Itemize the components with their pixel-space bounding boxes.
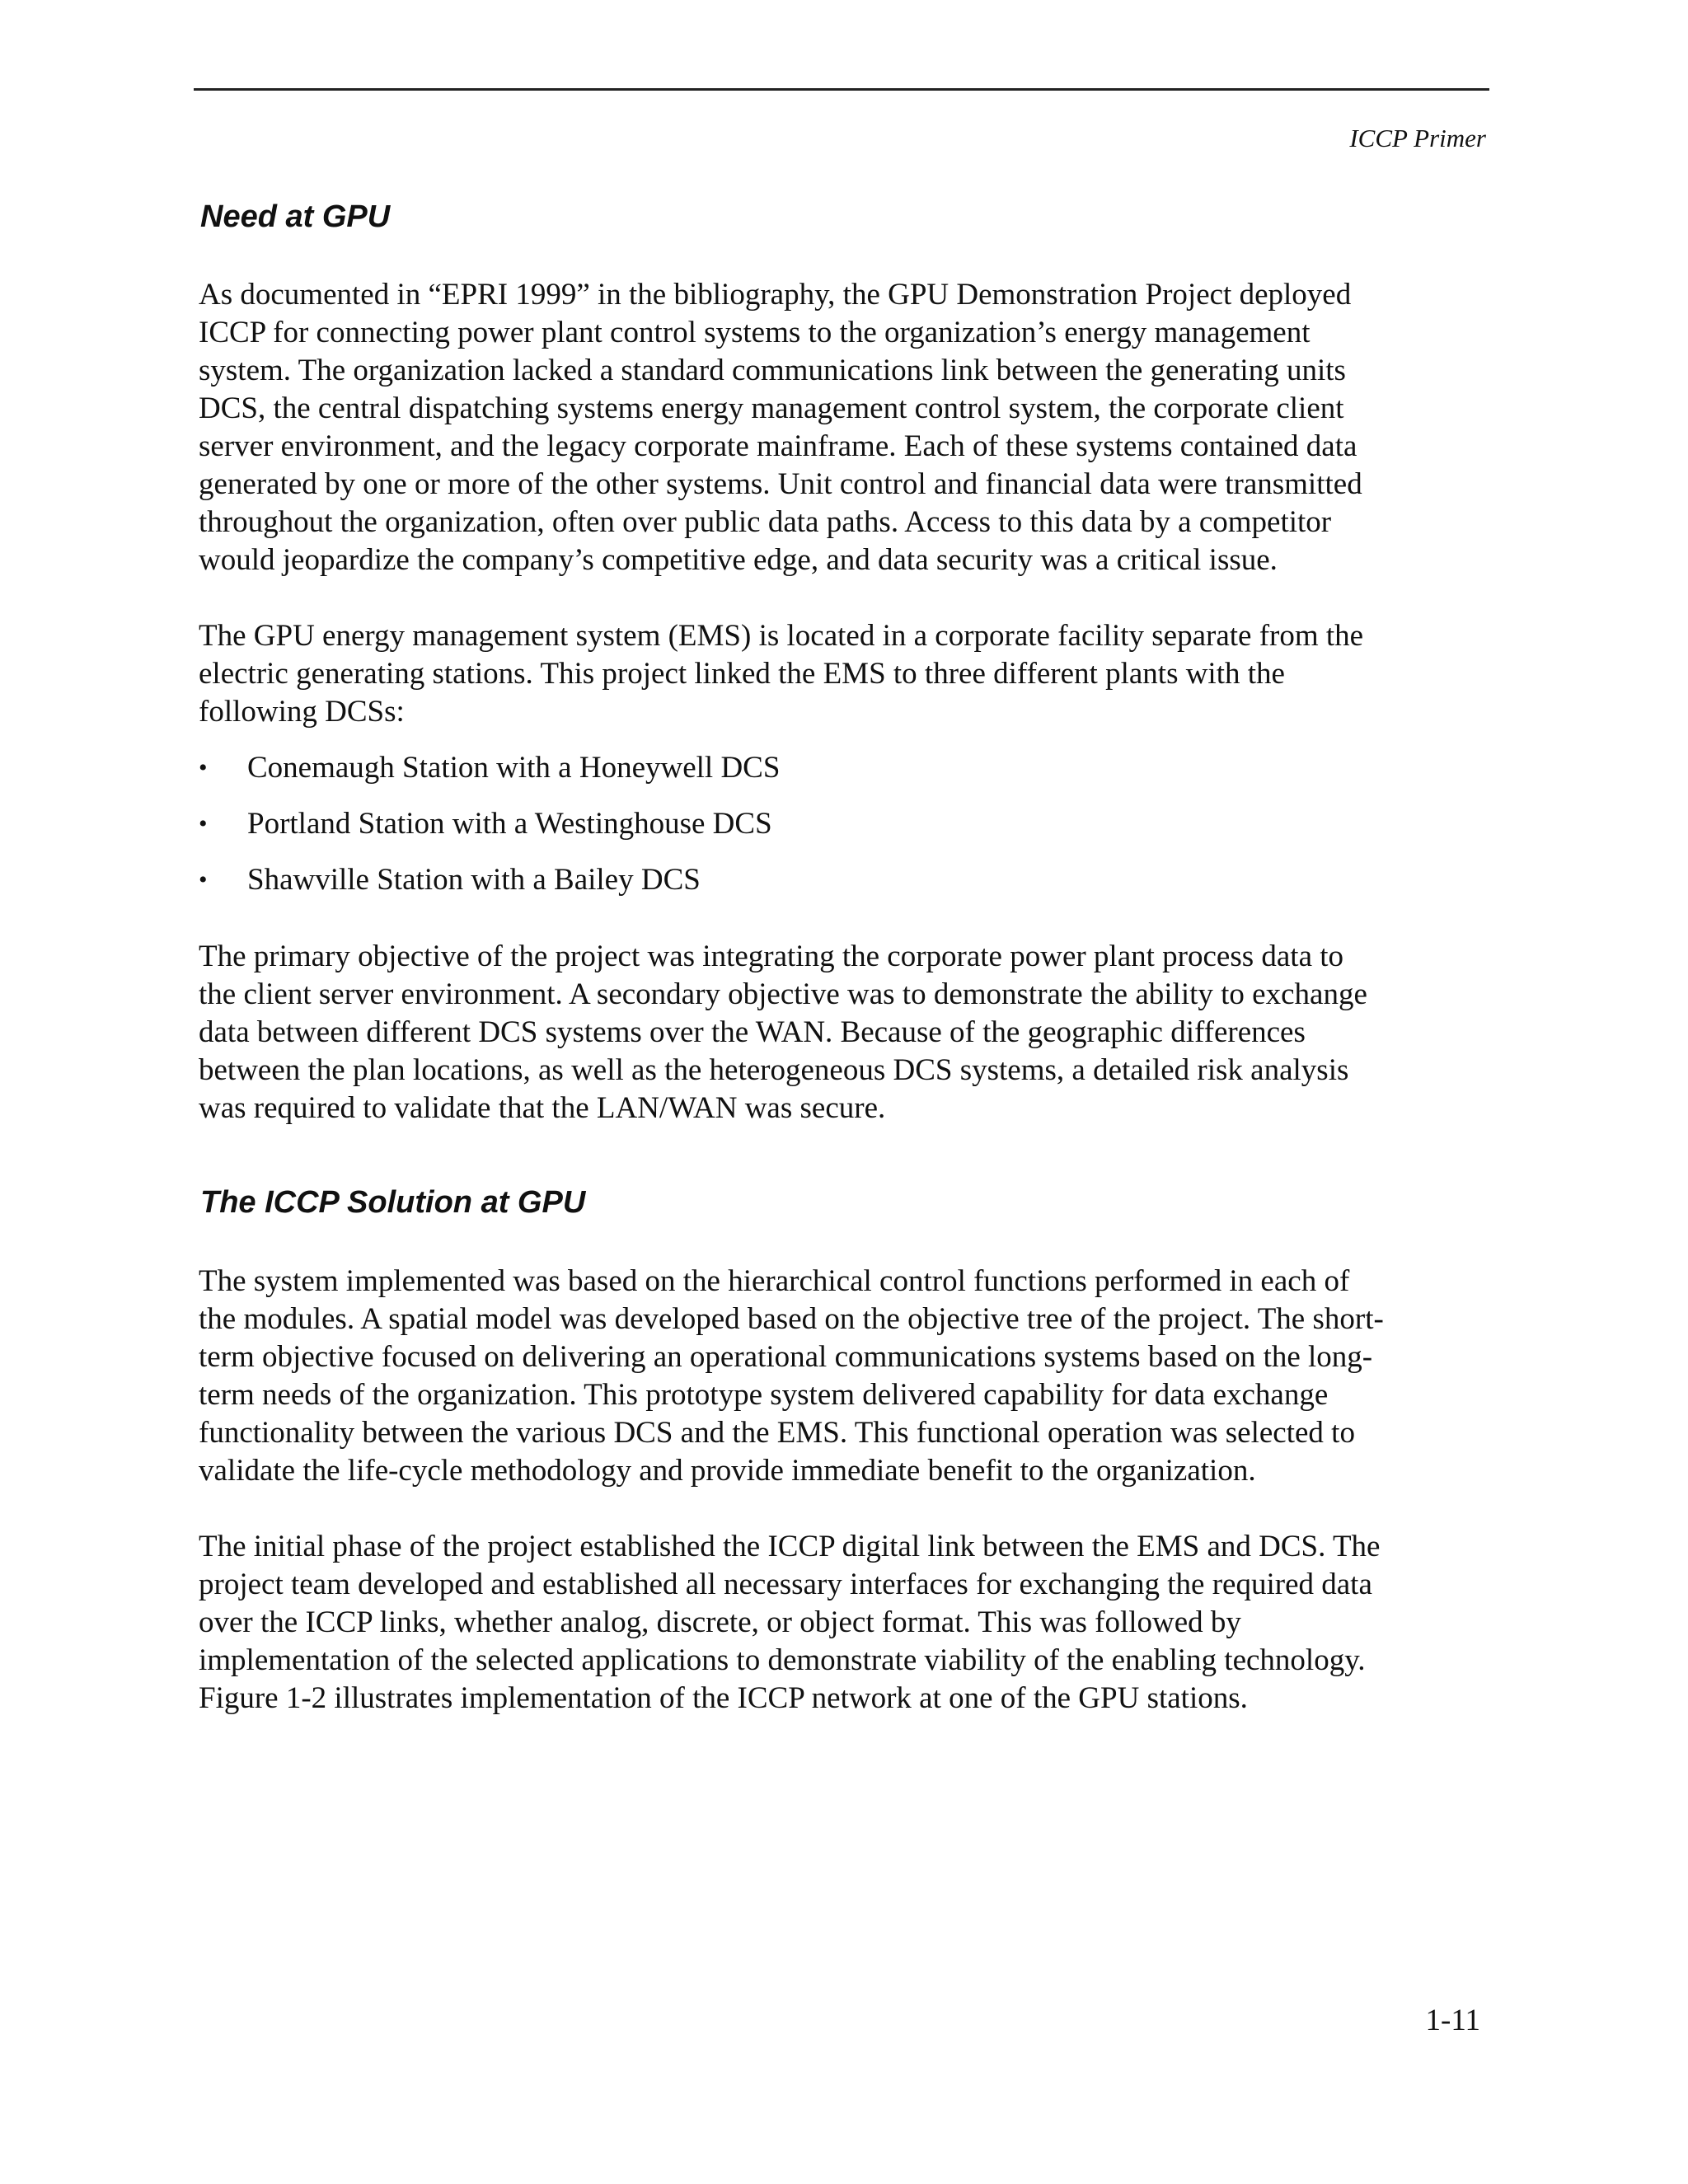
text-line: functionality between the various DCS and the EMS. This functional operation was selected to	[199, 1416, 1355, 1450]
running-header: ICCP Primer	[1349, 124, 1486, 152]
text-line: The initial phase of the project established the ICCP digital link between the EMS and DCS. The	[199, 1530, 1381, 1563]
text-line: validate the life-cycle methodology and provide immediate benefit to the organization.	[199, 1454, 1256, 1488]
text-line: term objective focused on delivering an operational communications systems based on the long-	[199, 1340, 1373, 1374]
text-line: ICCP for connecting power plant control systems to the organization’s energy management	[199, 316, 1311, 349]
text-line: was required to validate that the LAN/WAN was secure.	[199, 1091, 886, 1125]
header-rule	[194, 88, 1489, 91]
text-line: system. The organization lacked a standard communications link between the generating units	[199, 354, 1346, 387]
text-line: DCS, the central dispatching systems energy management control system, the corporate client	[199, 391, 1344, 425]
text-line: As documented in “EPRI 1999” in the bibliography, the GPU Demonstration Project deployed	[199, 278, 1352, 312]
paragraph-initial-phase	[199, 1528, 1501, 1718]
text-line: following DCSs:	[199, 695, 405, 729]
bullet-icon: •	[199, 810, 208, 837]
text-line: the modules. A spatial model was developed based on the objective tree of the project. The short-	[199, 1302, 1384, 1336]
text-line: The primary objective of the project was integrating the corporate power plant process data to	[199, 940, 1344, 973]
text-line: between the plan locations, as well as the heterogeneous DCS systems, a detailed risk analysis	[199, 1053, 1349, 1087]
text-line: term needs of the organization. This prototype system delivered capability for data exchange	[199, 1378, 1329, 1412]
bullet-text: Conemaugh Station with a Honeywell DCS	[247, 751, 781, 785]
bullet-icon: •	[199, 866, 208, 893]
bullet-icon: •	[199, 754, 208, 781]
text-line: project team developed and established all necessary interfaces for exchanging the required data	[199, 1568, 1372, 1601]
text-line: over the ICCP links, whether analog, discrete, or object format. This was followed by	[199, 1605, 1241, 1639]
bullet-text: Portland Station with a Westinghouse DCS	[247, 807, 772, 841]
paragraph-epri-background	[199, 276, 1501, 579]
text-line: the client server environment. A secondary objective was to demonstrate the ability to exchange	[199, 977, 1367, 1011]
text-line: server environment, and the legacy corporate mainframe. Each of these systems contained data	[199, 429, 1357, 463]
bullet-text: Shawville Station with a Bailey DCS	[247, 863, 701, 897]
paragraph-system-implemented	[199, 1263, 1501, 1490]
text-line: generated by one or more of the other systems. Unit control and financial data were transmitted	[199, 467, 1362, 501]
text-line: data between different DCS systems over the WAN. Because of the geographic differences	[199, 1015, 1306, 1049]
text-line: Figure 1-2 illustrates implementation of the ICCP network at one of the GPU stations.	[199, 1681, 1248, 1715]
text-line: electric generating stations. This project linked the EMS to three different plants with the	[199, 657, 1285, 691]
text-line: The GPU energy management system (EMS) is located in a corporate facility separate from the	[199, 619, 1364, 653]
text-line: would jeopardize the company’s competitive edge, and data security was a critical issue.	[199, 543, 1278, 577]
text-line: implementation of the selected applications to demonstrate viability of the enabling technology.	[199, 1643, 1366, 1677]
text-line: The system implemented was based on the hierarchical control functions performed in each of	[199, 1264, 1350, 1298]
text-line: throughout the organization, often over public data paths. Access to this data by a competitor	[199, 505, 1332, 539]
page-number: 1-11	[1425, 2004, 1480, 2037]
paragraph-primary-objective	[199, 938, 1501, 1127]
section-heading-iccp-solution: The ICCP Solution at GPU	[200, 1185, 586, 1220]
section-heading-need-at-gpu: Need at GPU	[200, 199, 391, 234]
paragraph-ems-location	[199, 617, 1501, 731]
